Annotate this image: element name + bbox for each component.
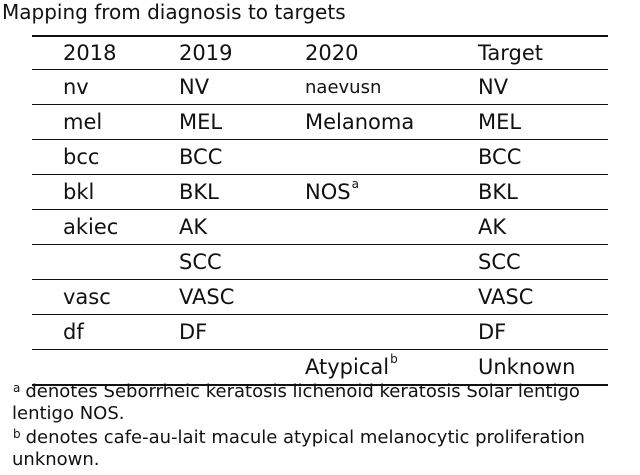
cell-2020-text: Atypical	[305, 355, 390, 379]
cell-2020	[305, 245, 478, 280]
cell-2018	[32, 245, 179, 280]
cell-target: AK	[478, 210, 608, 245]
cell-2020	[305, 140, 478, 175]
cell-2020	[305, 315, 478, 350]
table-header-row	[32, 36, 608, 70]
cell-2020	[305, 175, 478, 210]
cell-2020	[305, 280, 478, 315]
cell-2020	[305, 105, 478, 140]
footnote-b-mark: b	[13, 427, 21, 441]
cell-2018: vasc	[32, 280, 179, 315]
cell-2018	[32, 350, 179, 386]
cell-2019: AK	[179, 210, 305, 245]
cell-2020-text: Melanoma	[305, 110, 415, 134]
cell-target: SCC	[478, 245, 608, 280]
cell-2018: nv	[32, 70, 179, 105]
footnote-a	[12, 381, 580, 403]
cell-2018: df	[32, 315, 179, 350]
table-row	[32, 105, 608, 140]
table-caption: Mapping from diagnosis to targets	[2, 0, 346, 24]
footnote-b-continued: unknown.	[12, 449, 100, 470]
table-row	[32, 70, 608, 105]
cell-2018: bkl	[32, 175, 179, 210]
cell-2019: BKL	[179, 175, 305, 210]
cell-2018: akiec	[32, 210, 179, 245]
cell-2019: MEL	[179, 105, 305, 140]
cell-target: MEL	[478, 105, 608, 140]
cell-target: Unknown	[478, 350, 608, 386]
footnote-a-mark: a	[13, 381, 21, 395]
cell-2018: mel	[32, 105, 179, 140]
cell-2019	[179, 350, 305, 386]
cell-2019: BCC	[179, 140, 305, 175]
table-row	[32, 210, 608, 245]
cell-target: BCC	[478, 140, 608, 175]
cell-2019: SCC	[179, 245, 305, 280]
diagnosis-mapping-table	[32, 35, 608, 386]
footnote-b	[12, 427, 585, 449]
cell-2018: bcc	[32, 140, 179, 175]
header-2019: 2019	[179, 36, 305, 70]
header-target: Target	[478, 36, 608, 70]
cell-2020-text: naevusn	[305, 76, 382, 98]
footnote-a-continued: lentigo NOS.	[12, 403, 125, 424]
header-2020: 2020	[305, 36, 478, 70]
footnote-mark-b: b	[390, 352, 398, 366]
cell-2019: DF	[179, 315, 305, 350]
cell-2020-text: NOS	[305, 180, 351, 204]
cell-target: BKL	[478, 175, 608, 210]
table-row	[32, 140, 608, 175]
table-row	[32, 280, 608, 315]
footnote-a-line1: denotes Seborrheic keratosis lichenoid keratosis Solar lentigo	[25, 381, 580, 402]
cell-2020	[305, 70, 478, 105]
table-row	[32, 315, 608, 350]
cell-target: VASC	[478, 280, 608, 315]
cell-target: DF	[478, 315, 608, 350]
table-row	[32, 175, 608, 210]
cell-2019: NV	[179, 70, 305, 105]
table-row	[32, 245, 608, 280]
cell-2019: VASC	[179, 280, 305, 315]
table-row	[32, 350, 608, 386]
footnote-mark-a: a	[351, 177, 359, 191]
cell-2020	[305, 210, 478, 245]
header-2018: 2018	[32, 36, 179, 70]
cell-target: NV	[478, 70, 608, 105]
cell-2020	[305, 350, 478, 386]
footnote-b-line1: denotes cafe-au-lait macule atypical melanocytic proliferation	[25, 427, 585, 448]
